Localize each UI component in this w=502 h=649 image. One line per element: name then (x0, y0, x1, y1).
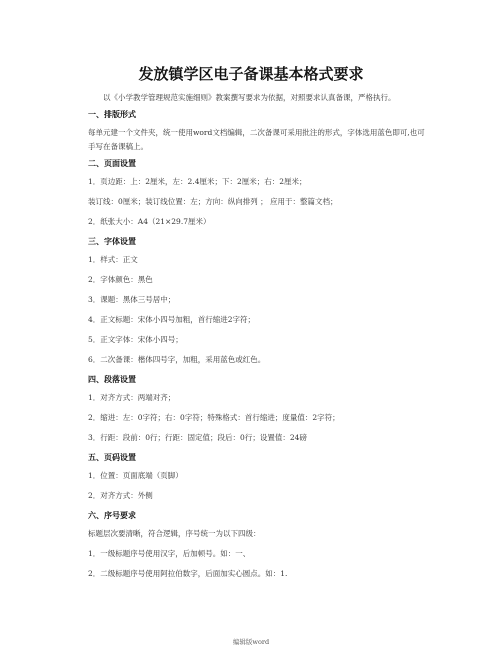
section-heading: 一、排版形式 (88, 110, 136, 119)
document-title: 发放镇学区电子备课基本格式要求 (138, 65, 364, 83)
list-item: 6．二次备课：楷体四号字，加粗，采用蓝色或红色。 (88, 355, 266, 364)
list-item: 2．二级标题序号使用阿拉伯数字，后面加实心圆点。如：1. (88, 569, 288, 578)
list-item: 1．位置：页面底端（页脚） (88, 471, 183, 480)
intro-paragraph: 以《小学教学管理规范实施细则》教案撰写要求为依据，对照要求认真备课，严格执行。 (103, 93, 396, 102)
section-heading: 二、页面设置 (88, 159, 136, 168)
document-body (88, 91, 430, 587)
list-item: 4．正文标题：宋体小四号加粗，首行缩进2字符； (88, 315, 256, 324)
section-heading: 六、序号要求 (88, 511, 136, 520)
list-item: 装订线：0厘米；装订线位置：左；方向：纵向排列 ； 应用于：整篇文档； (88, 197, 338, 206)
list-item: 1．样式：正文 (88, 255, 138, 264)
list-item: 1．对齐方式：两端对齐； (88, 393, 176, 402)
section-heading: 四、段落设置 (88, 375, 136, 384)
list-item: 1．一级标题序号使用汉字，后加顿号。如：一、 (88, 549, 251, 558)
list-item: 1．页边距：上：2厘米，左：2.4厘米；下：2厘米；右：2厘米； (88, 177, 307, 186)
list-item: 2．字体颜色：黑色 (88, 275, 153, 284)
list-item: 5．正文字体：宋体小四号； (88, 335, 183, 344)
section-heading: 五、页码设置 (88, 453, 136, 462)
list-item: 3．课题：黑体三号居中； (88, 295, 176, 304)
section-paragraph: 标题层次要清晰，符合逻辑，序号统一为以下四级： (88, 529, 261, 538)
list-item: 2．缩进：左：0字符；右：0字符；特殊格式：首行缩进；度量值：2字符； (88, 413, 340, 422)
list-item: 3．行距：段前：0行；行距：固定值；段后：0行；设置值：24磅 (88, 433, 307, 442)
section-heading: 三、字体设置 (88, 237, 136, 246)
list-item: 2．纸张大小：A4（21×29.7厘米） (88, 217, 211, 226)
list-item: 2．对齐方式：外侧 (88, 491, 153, 500)
section-paragraph: 每单元建一个文件夹，统一使用word文档编辑，二次备课可采用批注的形式，字体选用蓝色即可,也可手写在备课稿上。 (88, 128, 425, 151)
page-footer: 编辑版word (232, 638, 270, 646)
